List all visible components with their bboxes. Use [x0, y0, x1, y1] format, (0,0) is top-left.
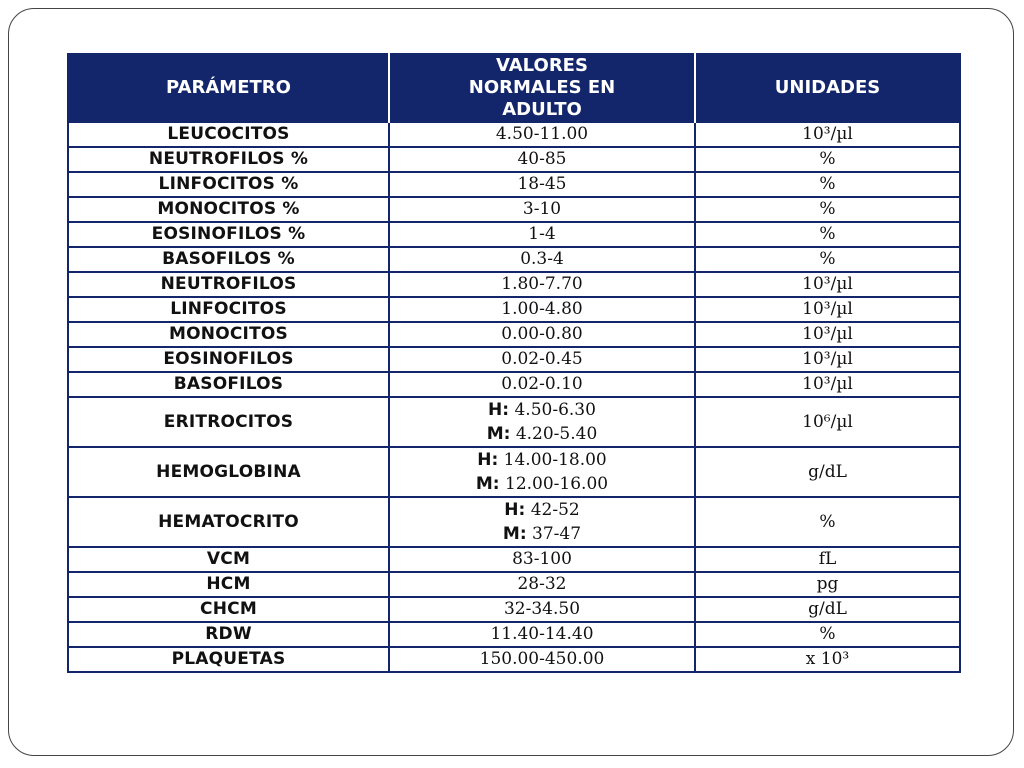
unit-cell: 10³/µl — [695, 372, 960, 397]
male-range — [394, 448, 690, 472]
parameter-cell: NEUTROFILOS % — [68, 147, 389, 172]
table-row — [68, 622, 960, 647]
parameter-cell: BASOFILOS % — [68, 247, 389, 272]
value-cell: 150.00-450.00 — [389, 647, 695, 672]
value-cell: 28-32 — [389, 572, 695, 597]
parameter-cell: EOSINOFILOS — [68, 347, 389, 372]
value-cell: 4.50-11.00 — [389, 122, 695, 147]
parameter-cell: MONOCITOS % — [68, 197, 389, 222]
value-cell — [389, 497, 695, 547]
unit-cell: x 10³ — [695, 647, 960, 672]
unit-cell: 10³/µl — [695, 297, 960, 322]
table-row — [68, 397, 960, 447]
table-header-row — [68, 54, 960, 122]
value-cell: 83-100 — [389, 547, 695, 572]
table-row — [68, 272, 960, 297]
male-range — [394, 498, 690, 522]
parameter-cell: CHCM — [68, 597, 389, 622]
table-row — [68, 322, 960, 347]
unit-cell: 10³/µl — [695, 322, 960, 347]
unit-cell: % — [695, 497, 960, 547]
value-cell: 40-85 — [389, 147, 695, 172]
value-cell: 1.80-7.70 — [389, 272, 695, 297]
table-row — [68, 497, 960, 547]
value-cell: 0.3-4 — [389, 247, 695, 272]
table-row — [68, 447, 960, 497]
table-row — [68, 147, 960, 172]
male-range — [394, 398, 690, 422]
value-cell: 1.00-4.80 — [389, 297, 695, 322]
parameter-cell: RDW — [68, 622, 389, 647]
table-row — [68, 372, 960, 397]
table-row — [68, 547, 960, 572]
unit-cell: 10³/µl — [695, 347, 960, 372]
table-row — [68, 297, 960, 322]
unit-cell: g/dL — [695, 447, 960, 497]
value-cell: 0.02-0.10 — [389, 372, 695, 397]
table-row — [68, 197, 960, 222]
unit-cell: % — [695, 197, 960, 222]
female-value: 37-47 — [532, 524, 582, 544]
female-label: M: — [475, 474, 500, 494]
value-cell: 32-34.50 — [389, 597, 695, 622]
table-row — [68, 222, 960, 247]
value-cell — [389, 397, 695, 447]
unit-cell: 10³/µl — [695, 272, 960, 297]
male-value: 4.50-6.30 — [514, 400, 596, 420]
parameter-cell: PLAQUETAS — [68, 647, 389, 672]
female-range — [394, 422, 690, 446]
table-row — [68, 597, 960, 622]
female-label: M: — [502, 524, 527, 544]
unit-cell: g/dL — [695, 597, 960, 622]
table-row — [68, 647, 960, 672]
value-cell: 1-4 — [389, 222, 695, 247]
unit-cell: % — [695, 247, 960, 272]
unit-cell: % — [695, 147, 960, 172]
female-value: 12.00-16.00 — [505, 474, 609, 494]
table-row — [68, 572, 960, 597]
unit-cell: 10³/µl — [695, 122, 960, 147]
parameter-cell: LEUCOCITOS — [68, 122, 389, 147]
value-cell — [389, 447, 695, 497]
parameter-cell: LINFOCITOS % — [68, 172, 389, 197]
male-label: H: — [488, 400, 510, 420]
parameter-cell: VCM — [68, 547, 389, 572]
male-value: 14.00-18.00 — [503, 450, 607, 470]
female-label: M: — [486, 424, 511, 444]
header-parameter: PARÁMETRO — [68, 54, 389, 122]
unit-cell: 10⁶/µl — [695, 397, 960, 447]
value-cell: 0.02-0.45 — [389, 347, 695, 372]
parameter-cell: HCM — [68, 572, 389, 597]
table-row — [68, 172, 960, 197]
value-cell: 0.00-0.80 — [389, 322, 695, 347]
parameter-cell: HEMATOCRITO — [68, 497, 389, 547]
parameter-cell: ERITROCITOS — [68, 397, 389, 447]
reference-values-table — [67, 53, 961, 673]
header-units: UNIDADES — [695, 54, 960, 122]
table-row — [68, 122, 960, 147]
male-label: H: — [504, 500, 526, 520]
male-value: 42-52 — [530, 500, 580, 520]
table-row — [68, 247, 960, 272]
value-cell: 3-10 — [389, 197, 695, 222]
unit-cell: % — [695, 622, 960, 647]
parameter-cell: LINFOCITOS — [68, 297, 389, 322]
value-cell: 11.40-14.40 — [389, 622, 695, 647]
female-range — [394, 472, 690, 496]
header-normal-values: VALORES NORMALES EN ADULTO — [389, 54, 695, 122]
unit-cell: fL — [695, 547, 960, 572]
unit-cell: % — [695, 222, 960, 247]
parameter-cell: HEMOGLOBINA — [68, 447, 389, 497]
male-label: H: — [477, 450, 499, 470]
unit-cell: pg — [695, 572, 960, 597]
table-row — [68, 347, 960, 372]
female-value: 4.20-5.40 — [515, 424, 598, 444]
parameter-cell: EOSINOFILOS % — [68, 222, 389, 247]
unit-cell: % — [695, 172, 960, 197]
female-range — [394, 522, 690, 546]
parameter-cell: MONOCITOS — [68, 322, 389, 347]
parameter-cell: BASOFILOS — [68, 372, 389, 397]
value-cell: 18-45 — [389, 172, 695, 197]
parameter-cell: NEUTROFILOS — [68, 272, 389, 297]
